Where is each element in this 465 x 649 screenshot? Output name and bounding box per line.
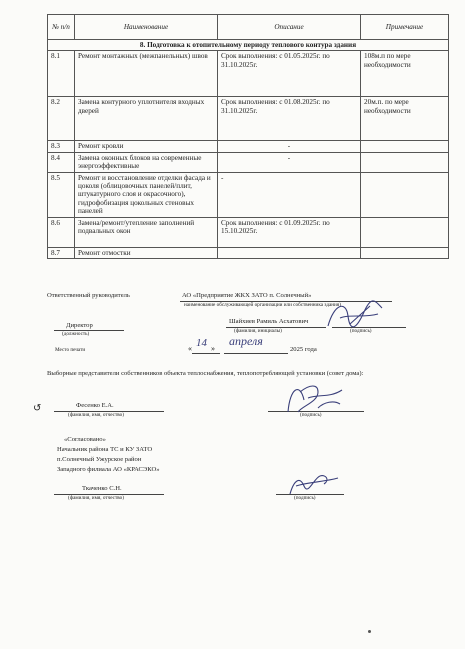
row-num: 8.7 — [48, 247, 75, 258]
table-row — [48, 172, 449, 217]
row-num: 8.3 — [48, 141, 75, 152]
row-num: 8.4 — [48, 152, 75, 172]
manager-name: Шайхиев Рамиль Асхатович — [229, 318, 309, 325]
row-note — [361, 172, 449, 217]
scan-artifact — [368, 630, 371, 633]
row-description: - — [218, 152, 361, 172]
row-description: Срок выполнения: с 01.05.2025г. по 31.10.2025г. — [218, 51, 361, 97]
owner-sign-caption: (подпись) — [300, 412, 322, 418]
header-description: Описание — [218, 15, 361, 40]
manager-signature — [320, 296, 390, 336]
row-note: 108м.п по мере необходимости — [361, 51, 449, 97]
org-caption: наименование обслуживающей организации или собственника здания) — [184, 302, 341, 308]
row-note: 20м.п. по мере необходимости — [361, 97, 449, 141]
row-note — [361, 247, 449, 258]
date-month-underline — [224, 353, 288, 354]
row-name: Замена контурного уплотнителя входных дверей — [75, 97, 218, 141]
row-num: 8.1 — [48, 51, 75, 97]
row-num: 8.6 — [48, 217, 75, 247]
date-year: 2025 года — [290, 346, 317, 353]
owners-intro: Выборные представители собственников объекта теплоснабжения, теплопотребляющей установки (совет дома): — [47, 370, 364, 377]
table-row — [48, 217, 449, 247]
row-description: Срок выполнения: с 01.09.2025г. по 15.10.2025г. — [218, 217, 361, 247]
section-row — [48, 40, 449, 51]
row-name: Замена оконных блоков на современные энергоэффективные — [75, 152, 218, 172]
row-description: Срок выполнения: с 01.08.2025г. по 31.10.2025г. — [218, 97, 361, 141]
table-row — [48, 141, 449, 152]
responsible-label: Ответственный руководитель — [47, 292, 130, 299]
row-name: Ремонт монтажных (межпанельных) швов — [75, 51, 218, 97]
stamp-label: Место печати — [55, 347, 86, 353]
agreed-line1: Начальник района ТС и КУ ЗАТО — [57, 446, 153, 453]
row-name: Ремонт отмостки — [75, 247, 218, 258]
agreed-sign-caption: (подпись) — [294, 495, 316, 501]
agreed-line3: Западного филиала АО «КРАСЭКО» — [57, 466, 160, 473]
row-description: - — [218, 141, 361, 152]
date-day: 14 — [196, 337, 207, 349]
row-num: 8.5 — [48, 172, 75, 217]
agreed-name: Ткаченко С.Н. — [82, 485, 122, 492]
row-note — [361, 152, 449, 172]
row-description: - — [218, 172, 361, 217]
header-note: Примечание — [361, 15, 449, 40]
row-name: Ремонт и восстановление отделки фасада и цоколя (облицовочных панелей/плит, штукатурного слоя и окрасочного), гидрофобизация цокольных стеновых панелей — [75, 172, 218, 217]
section-title: 8. Подготовка к отопительному периоду теплового контура здания — [48, 40, 449, 51]
owner-name: Фесенко Е.А. — [76, 402, 114, 409]
date-day-underline — [192, 353, 220, 354]
manager-name-caption: (фамилия, инициалы) — [234, 328, 282, 334]
header-name: Наименование — [75, 15, 218, 40]
agreed-signature — [284, 470, 344, 498]
table-row — [48, 152, 449, 172]
row-name: Ремонт кровли — [75, 141, 218, 152]
table-row — [48, 97, 449, 141]
works-table — [47, 14, 449, 259]
table-header-row — [48, 15, 449, 40]
date-month: апреля — [229, 334, 263, 348]
row-description — [218, 247, 361, 258]
manager-sign-caption: (подпись) — [350, 328, 372, 334]
agreed-title: «Согласовано» — [64, 436, 106, 443]
table-row — [48, 247, 449, 258]
row-note — [361, 217, 449, 247]
position-caption: (должность) — [62, 331, 90, 337]
date-quote-open: « — [188, 344, 192, 353]
row-name: Замена/ремонт/утепление заполнений подвальных окон — [75, 217, 218, 247]
row-note — [361, 141, 449, 152]
owner-name-caption: (фамилия, имя, отчество) — [68, 412, 124, 418]
header-num: № п/п — [48, 15, 75, 40]
row-num: 8.2 — [48, 97, 75, 141]
organization-name: АО «Предприятие ЖКХ ЗАТО п. Солнечный» — [182, 292, 312, 299]
margin-mark: ↺ — [33, 403, 42, 414]
agreed-name-caption: (фамилия, имя, отчество) — [68, 495, 124, 501]
date-quote-close: » — [211, 344, 215, 353]
position-value: Директор — [66, 322, 93, 329]
owner-signature — [278, 378, 348, 418]
table-row — [48, 51, 449, 97]
agreed-line2: п.Солнечный Ужурское район — [57, 456, 142, 463]
